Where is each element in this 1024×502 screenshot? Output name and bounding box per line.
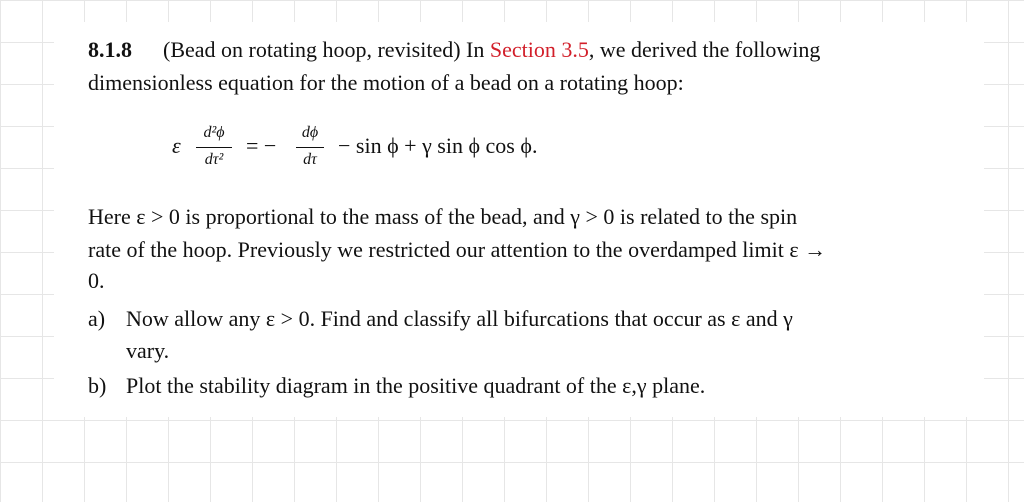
- item-b-line-1: Plot the stability diagram in the positive quadrant of the ε,γ plane.: [126, 373, 706, 398]
- fraction-2-denominator: dτ: [303, 151, 317, 168]
- fraction-1-bar: [196, 147, 232, 148]
- fraction-1-denominator: dτ²: [204, 151, 224, 168]
- problem-heading-line: [88, 33, 820, 66]
- intro-text: (Bead on rotating hoop, revisited) In: [163, 37, 490, 62]
- equals-minus: = −: [246, 133, 277, 158]
- epsilon-symbol: ε: [172, 133, 181, 158]
- paragraph-line-1: Here ε > 0 is proportional to the mass of the bead, and γ > 0 is related to the spin: [88, 204, 798, 229]
- item-a-line-2: vary.: [126, 338, 170, 363]
- item-b-label: b): [88, 373, 107, 398]
- fraction-1-numerator: d²ϕ: [203, 124, 225, 141]
- paragraph-line-3: 0.: [88, 268, 105, 293]
- intro-line-2: dimensionless equation for the motion of a bead on a rotating hoop:: [88, 70, 684, 95]
- fraction-2-numerator: dϕ: [301, 124, 319, 141]
- item-a-label: a): [88, 306, 106, 331]
- fraction-2-bar: [296, 147, 324, 148]
- intro-text-continued: , we derived the following: [588, 37, 821, 62]
- problem-number: 8.1.8: [88, 37, 132, 62]
- equation-tail: − sin ϕ + γ sin ϕ cos ϕ.: [338, 133, 538, 158]
- section-link[interactable]: Section 3.5: [489, 37, 589, 62]
- paragraph-line-2: rate of the hoop. Previously we restricted our attention to the overdamped limit ε →: [88, 237, 827, 262]
- item-a-line-1: Now allow any ε > 0. Find and classify all bifurcations that occur as ε and γ: [126, 306, 793, 331]
